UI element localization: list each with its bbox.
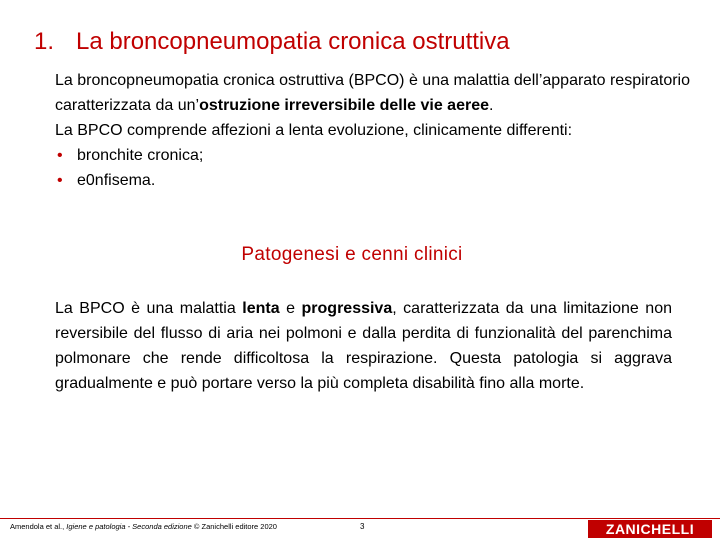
list-item-text: bronchite cronica;	[77, 147, 204, 164]
footer-rights: © Zanichelli editore 2020	[191, 522, 277, 531]
slide-title	[34, 28, 510, 56]
bullet-icon: •	[57, 147, 63, 164]
page-number: 3	[360, 522, 365, 531]
paragraph-bold-progressiva: progressiva	[301, 300, 393, 317]
paragraph-text: e	[279, 300, 302, 317]
intro-definition	[55, 68, 695, 118]
list-item	[55, 168, 695, 193]
slide-number: 1.	[34, 28, 55, 55]
footer-authors: Amendola et al.,	[10, 522, 67, 531]
intro-definition-text: La broncopneumopatia cronica ostruttiva (BPCO) è una malattia dell’apparato respiratorio caratterizzata da un’	[55, 72, 691, 114]
paragraph-text: La BPCO è una malattia	[55, 300, 243, 317]
intro-block	[55, 68, 695, 193]
list-item	[55, 143, 695, 168]
bullet-icon: •	[57, 172, 63, 189]
footer-book-title: Igiene e patologia - Seconda edizione	[66, 522, 192, 531]
intro-types-line: La BPCO comprende affezioni a lenta evoluzione, clinicamente differenti:	[55, 122, 573, 139]
list-item-text: e0nfisema.	[77, 172, 156, 189]
paragraph-bold-lenta: lenta	[242, 300, 280, 317]
intro-definition-bold: ostruzione irreversibile delle vie aeree	[199, 97, 489, 114]
footer-credit	[10, 522, 277, 531]
intro-definition-end: .	[489, 97, 494, 114]
slide-title-text: La broncopneumopatia cronica ostruttiva	[76, 28, 510, 55]
paragraph-text: , caratterizzata da una limitazione non reversibile del flusso di aria nei polmoni e dalla perdita di funzionalità del parenchima polmonare che rende difficoltosa la respirazione. Questa patologia si aggrava gradualmente e può portare verso la più completa disabilità fino alla morte.	[55, 300, 672, 392]
body-paragraph	[55, 296, 672, 396]
footer-divider	[0, 518, 720, 519]
publisher-logo: ZANICHELLI	[588, 520, 712, 538]
section-title-text: Patogenesi e cenni clinici	[241, 244, 463, 265]
section-title	[0, 244, 720, 266]
